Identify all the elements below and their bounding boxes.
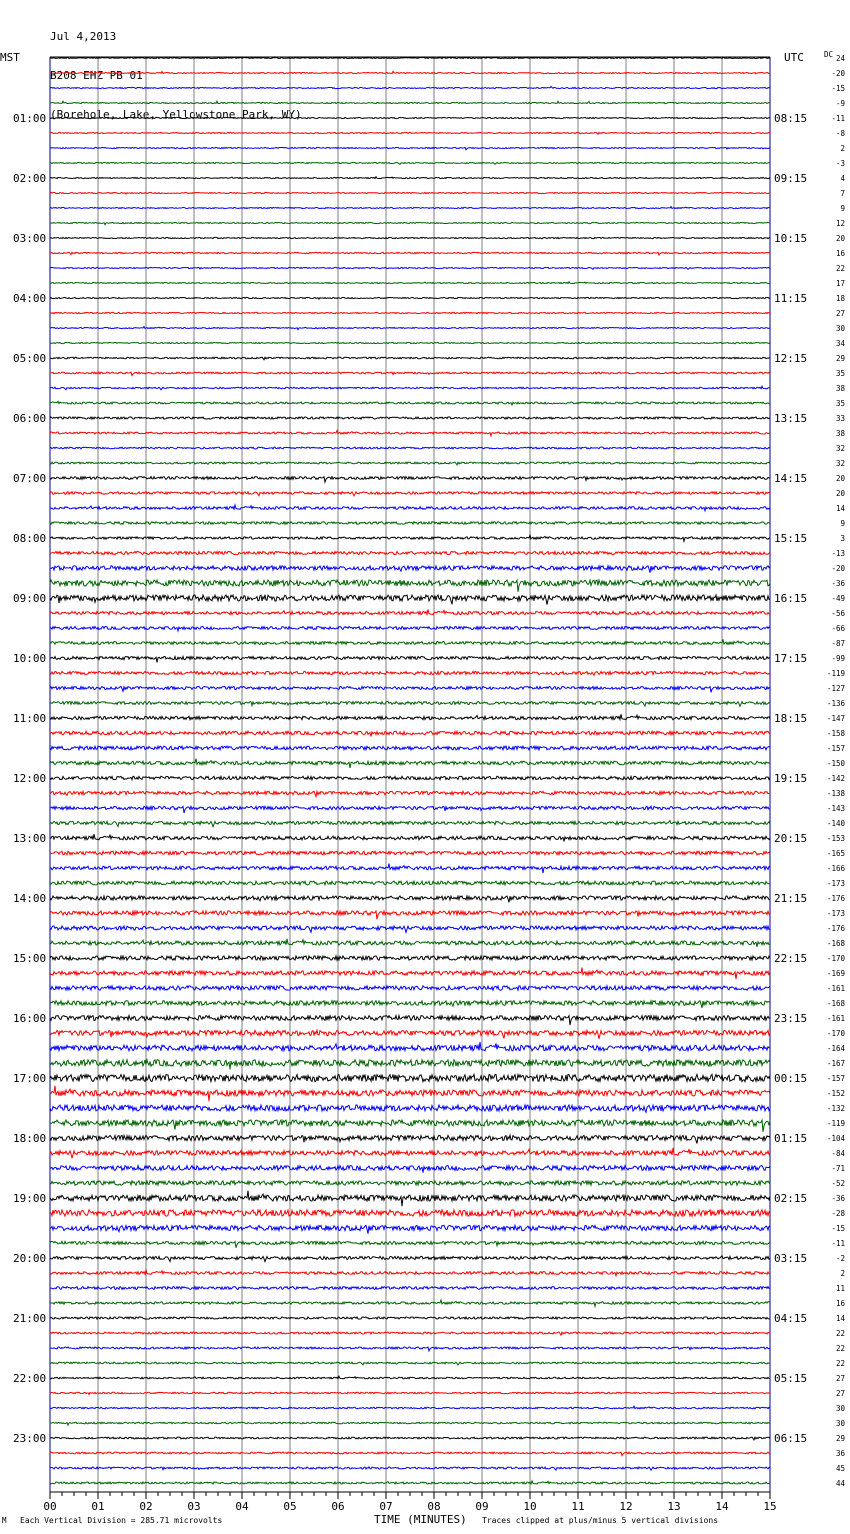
left-hour-label: 23:00 [13, 1432, 47, 1445]
x-tick-label: 03 [187, 1500, 201, 1513]
trace-32 [50, 522, 770, 525]
x-tick-label: 10 [523, 1500, 537, 1513]
dc-offset-value: -142 [826, 774, 845, 783]
trace-44 [50, 701, 770, 706]
dc-offset-value: 12 [835, 219, 845, 228]
trace-81 [50, 1256, 770, 1262]
trace-5 [50, 117, 770, 118]
dc-offset-value: 2 [840, 144, 845, 153]
trace-65 [50, 1016, 770, 1025]
trace-55 [50, 864, 770, 873]
trace-24 [50, 401, 770, 405]
right-timezone-label: UTC [784, 51, 804, 64]
trace-90 [50, 1392, 770, 1394]
corner-mark: M [2, 1516, 7, 1525]
x-tick-label: 08 [427, 1500, 441, 1513]
dc-offset-value: -20 [831, 69, 845, 78]
trace-53 [50, 834, 770, 841]
dc-offset-value: -13 [831, 549, 845, 558]
x-tick-label: 01 [91, 1500, 105, 1513]
x-tick-label: 11 [571, 1500, 585, 1513]
station-code: B208 EHZ PB 01 [50, 69, 143, 82]
dc-offset-value: -3 [835, 159, 845, 168]
dc-offset-value: -138 [826, 789, 845, 798]
trace-8 [50, 162, 770, 164]
dc-offset-value: -2 [835, 1254, 845, 1263]
dc-offset-value: -66 [831, 624, 845, 633]
trace-38 [50, 610, 770, 615]
trace-54 [50, 851, 770, 855]
dc-offset-value: 30 [835, 1404, 845, 1413]
dc-offset-value: -56 [831, 609, 845, 618]
right-hour-label: 09:15 [774, 172, 808, 185]
trace-60 [50, 939, 770, 947]
trace-93 [50, 1437, 770, 1440]
scale-note: Each Vertical Division = 285.71 microvolts [20, 1516, 223, 1525]
dc-offset-value: 45 [835, 1464, 845, 1473]
trace-19 [50, 327, 770, 330]
right-hour-label: 11:15 [774, 292, 808, 305]
left-hour-label: 10:00 [13, 652, 47, 665]
trace-85 [50, 1317, 770, 1319]
dc-offset-value: -165 [826, 849, 845, 858]
left-timezone-label: MST [0, 51, 20, 64]
trace-9 [50, 177, 770, 179]
right-hour-label: 10:15 [774, 232, 808, 245]
dc-header-label: DC [824, 50, 834, 59]
dc-offset-value: 35 [835, 369, 845, 378]
chart-date: Jul 4,2013 [50, 30, 117, 43]
dc-offset-labels [827, 54, 846, 1488]
x-tick-label: 15 [763, 1500, 777, 1513]
dc-offset-value: -15 [831, 84, 845, 93]
trace-79 [50, 1225, 770, 1233]
right-hour-label: 15:15 [774, 532, 808, 545]
dc-offset-value: -170 [826, 1029, 845, 1038]
dc-offset-value: 2 [840, 1269, 845, 1278]
trace-29 [50, 477, 770, 482]
x-axis-label: TIME (MINUTES) [374, 1513, 467, 1526]
right-hour-label: 01:15 [774, 1132, 808, 1145]
dc-offset-value: 36 [835, 1449, 845, 1458]
left-hour-label: 07:00 [13, 472, 47, 485]
right-hour-label: 04:15 [774, 1312, 808, 1325]
trace-28 [50, 462, 770, 465]
trace-12 [50, 222, 770, 224]
right-hour-label: 03:15 [774, 1252, 808, 1265]
dc-offset-value: 24 [835, 54, 845, 63]
dc-offset-value: -36 [831, 579, 845, 588]
dc-offset-value: -99 [831, 654, 845, 663]
dc-offset-value: -161 [826, 984, 845, 993]
trace-96 [50, 1481, 770, 1484]
dc-offset-value: 29 [835, 354, 845, 363]
trace-82 [50, 1270, 770, 1276]
trace-10 [50, 192, 770, 194]
left-hour-label: 11:00 [13, 712, 47, 725]
dc-offset-value: 27 [835, 309, 845, 318]
trace-17 [50, 297, 770, 299]
dc-offset-value: 22 [835, 1359, 845, 1368]
dc-offset-value: -157 [826, 1074, 845, 1083]
dc-offset-value: -52 [831, 1179, 845, 1188]
dc-offset-value: -11 [831, 114, 845, 123]
dc-offset-value: 29 [835, 1434, 845, 1443]
left-hour-label: 16:00 [13, 1012, 47, 1025]
dc-offset-value: -173 [826, 879, 845, 888]
dc-offset-value: -157 [826, 744, 845, 753]
dc-offset-value: 38 [835, 384, 845, 393]
right-hour-label: 08:15 [774, 112, 808, 125]
dc-offset-value: 20 [835, 234, 845, 243]
dc-offset-value: 22 [835, 1344, 845, 1353]
x-tick-label: 07 [379, 1500, 393, 1513]
dc-offset-value: -164 [826, 1044, 845, 1053]
left-hour-label: 02:00 [13, 172, 47, 185]
trace-40 [50, 639, 770, 644]
right-hour-label: 21:15 [774, 892, 808, 905]
trace-67 [50, 1042, 770, 1051]
right-hour-label: 14:15 [774, 472, 808, 485]
trace-46 [50, 731, 770, 736]
dc-offset-value: 3 [840, 534, 845, 543]
trace-71 [50, 1105, 770, 1112]
trace-51 [50, 806, 770, 813]
trace-52 [50, 821, 770, 827]
dc-offset-value: -127 [826, 684, 845, 693]
dc-offset-value: 11 [835, 1284, 845, 1293]
dc-offset-value: 9 [840, 519, 845, 528]
trace-56 [50, 881, 770, 885]
dc-offset-value: 14 [835, 1314, 845, 1323]
right-hour-label: 06:15 [774, 1432, 808, 1445]
trace-74 [50, 1148, 770, 1158]
dc-offset-value: 9 [840, 204, 845, 213]
trace-45 [50, 714, 770, 719]
left-hour-label: 01:00 [13, 112, 47, 125]
dc-offset-value: 27 [835, 1389, 845, 1398]
trace-50 [50, 791, 770, 796]
trace-26 [50, 431, 770, 436]
dc-offset-value: 18 [835, 294, 845, 303]
trace-76 [50, 1181, 770, 1185]
trace-75 [50, 1166, 770, 1173]
dc-offset-value: -161 [826, 1014, 845, 1023]
left-hour-label: 20:00 [13, 1252, 47, 1265]
right-hour-label: 00:15 [774, 1072, 808, 1085]
dc-offset-value: 20 [835, 489, 845, 498]
left-hour-label: 15:00 [13, 952, 47, 965]
trace-49 [50, 776, 770, 779]
trace-94 [50, 1452, 770, 1456]
left-hour-label: 22:00 [13, 1372, 47, 1385]
dc-offset-value: 7 [840, 189, 845, 198]
x-tick-label: 02 [139, 1500, 153, 1513]
trace-91 [50, 1406, 770, 1409]
left-hour-label: 14:00 [13, 892, 47, 905]
trace-37 [50, 595, 770, 605]
left-hour-label: 03:00 [13, 232, 47, 245]
trace-66 [50, 1030, 770, 1038]
trace-78 [50, 1210, 770, 1216]
trace-27 [50, 447, 770, 449]
trace-84 [50, 1300, 770, 1306]
trace-13 [50, 237, 770, 238]
x-tick-label: 14 [715, 1500, 729, 1513]
dc-offset-value: -15 [831, 1224, 845, 1233]
dc-offset-value: -169 [826, 969, 845, 978]
x-tick-label: 00 [43, 1500, 57, 1513]
dc-offset-value: -153 [826, 834, 845, 843]
dc-offset-value: 35 [835, 399, 845, 408]
x-tick-label: 06 [331, 1500, 345, 1513]
dc-offset-value: -140 [826, 819, 845, 828]
trace-23 [50, 386, 770, 389]
dc-offset-value: -71 [831, 1164, 845, 1173]
dc-offset-value: 17 [835, 279, 845, 288]
trace-47 [50, 746, 770, 750]
trace-57 [50, 896, 770, 902]
trace-16 [50, 282, 770, 284]
trace-2 [50, 71, 770, 74]
dc-offset-value: -167 [826, 1059, 845, 1068]
right-hour-label: 16:15 [774, 592, 808, 605]
trace-4 [50, 101, 770, 103]
right-hour-label: 23:15 [774, 1012, 808, 1025]
right-hour-label: 18:15 [774, 712, 808, 725]
left-hour-label: 06:00 [13, 412, 47, 425]
trace-31 [50, 505, 770, 511]
right-hour-label: 05:15 [774, 1372, 808, 1385]
dc-offset-value: -11 [831, 1239, 845, 1248]
dc-offset-value: 30 [835, 1419, 845, 1428]
x-tick-label: 12 [619, 1500, 633, 1513]
dc-offset-value: -84 [831, 1149, 845, 1158]
trace-87 [50, 1347, 770, 1351]
x-tick-label: 13 [667, 1500, 681, 1513]
dc-offset-value: 22 [835, 264, 845, 273]
trace-64 [50, 1001, 770, 1008]
dc-offset-value: 32 [835, 459, 845, 468]
dc-offset-value: 32 [835, 444, 845, 453]
dc-offset-value: -150 [826, 759, 845, 768]
dc-offset-value: 16 [835, 1299, 845, 1308]
dc-offset-value: -20 [831, 564, 845, 573]
trace-70 [50, 1086, 770, 1102]
trace-36 [50, 580, 770, 592]
dc-offset-value: 44 [835, 1479, 845, 1488]
trace-43 [50, 687, 770, 693]
dc-offset-value: -49 [831, 594, 845, 603]
left-hour-label: 05:00 [13, 352, 47, 365]
trace-21 [50, 357, 770, 360]
trace-6 [50, 132, 770, 134]
dc-offset-value: -176 [826, 924, 845, 933]
trace-33 [50, 535, 770, 541]
trace-77 [50, 1191, 770, 1207]
trace-61 [50, 956, 770, 960]
trace-59 [50, 926, 770, 933]
trace-42 [50, 671, 770, 675]
dc-offset-value: -170 [826, 954, 845, 963]
trace-95 [50, 1467, 770, 1470]
dc-offset-value: -36 [831, 1194, 845, 1203]
time-axis [43, 1492, 776, 1513]
trace-83 [50, 1287, 770, 1290]
dc-offset-value: -9 [835, 99, 845, 108]
trace-48 [50, 759, 770, 768]
dc-offset-value: 30 [835, 324, 845, 333]
dc-offset-value: -168 [826, 939, 845, 948]
trace-62 [50, 968, 770, 979]
trace-18 [50, 312, 770, 313]
x-tick-label: 09 [475, 1500, 489, 1513]
dc-offset-value: -132 [826, 1104, 845, 1113]
dc-offset-value: 34 [835, 339, 845, 348]
left-hour-label: 09:00 [13, 592, 47, 605]
dc-offset-value: 22 [835, 1329, 845, 1338]
left-hour-label: 04:00 [13, 292, 47, 305]
trace-35 [50, 566, 770, 573]
left-hour-label: 12:00 [13, 772, 47, 785]
dc-offset-value: -176 [826, 894, 845, 903]
dc-offset-value: -152 [826, 1089, 845, 1098]
dc-offset-value: -173 [826, 909, 845, 918]
dc-offset-value: 27 [835, 1374, 845, 1383]
trace-39 [50, 627, 770, 631]
trace-30 [50, 492, 770, 496]
dc-offset-value: -143 [826, 804, 845, 813]
trace-73 [50, 1135, 770, 1143]
right-hour-label: 22:15 [774, 952, 808, 965]
dc-offset-value: -147 [826, 714, 845, 723]
left-hour-label: 13:00 [13, 832, 47, 845]
trace-72 [50, 1120, 770, 1132]
trace-14 [50, 252, 770, 255]
trace-25 [50, 417, 770, 419]
x-tick-label: 05 [283, 1500, 297, 1513]
right-hour-label: 20:15 [774, 832, 808, 845]
dc-offset-value: -119 [826, 669, 845, 678]
dc-offset-value: -168 [826, 999, 845, 1008]
right-hour-label: 12:15 [774, 352, 808, 365]
trace-7 [50, 147, 770, 149]
trace-3 [50, 86, 770, 88]
trace-58 [50, 911, 770, 919]
trace-20 [50, 342, 770, 343]
left-hour-label: 18:00 [13, 1132, 47, 1145]
right-hour-label: 17:15 [774, 652, 808, 665]
dc-offset-value: -166 [826, 864, 845, 873]
trace-80 [50, 1241, 770, 1247]
dc-offset-value: -119 [826, 1119, 845, 1128]
right-hour-label: 02:15 [774, 1192, 808, 1205]
time-grid [50, 57, 770, 1492]
trace-92 [50, 1422, 770, 1425]
trace-15 [50, 267, 770, 269]
right-hour-label: 19:15 [774, 772, 808, 785]
trace-34 [50, 551, 770, 554]
trace-86 [50, 1332, 770, 1335]
left-hour-label: 17:00 [13, 1072, 47, 1085]
trace-68 [50, 1060, 770, 1069]
right-hour-label: 13:15 [774, 412, 808, 425]
station-location: (Borehole, Lake, Yellowstone Park, WY) [50, 108, 302, 121]
trace-88 [50, 1362, 770, 1365]
trace-89 [50, 1376, 770, 1379]
trace-41 [50, 656, 770, 662]
x-tick-label: 04 [235, 1500, 249, 1513]
left-hour-label: 21:00 [13, 1312, 47, 1325]
dc-offset-value: 14 [835, 504, 845, 513]
dc-offset-value: 38 [835, 429, 845, 438]
seismic-traces [50, 57, 770, 1484]
clip-note: Traces clipped at plus/minus 5 vertical divisions [482, 1516, 719, 1525]
trace-22 [50, 372, 770, 376]
dc-offset-value: -8 [835, 129, 845, 138]
left-hour-label: 19:00 [13, 1192, 47, 1205]
dc-offset-value: -28 [831, 1209, 845, 1218]
dc-offset-value: -87 [831, 639, 845, 648]
dc-offset-value: 33 [835, 414, 845, 423]
dc-offset-value: -136 [826, 699, 845, 708]
dc-offset-value: -104 [826, 1134, 845, 1143]
dc-offset-value: 20 [835, 474, 845, 483]
trace-63 [50, 986, 770, 990]
trace-69 [50, 1074, 770, 1081]
dc-offset-value: 4 [840, 174, 845, 183]
dc-offset-value: 16 [835, 249, 845, 258]
left-hour-label: 08:00 [13, 532, 47, 545]
trace-11 [50, 207, 770, 209]
dc-offset-value: -158 [826, 729, 845, 738]
